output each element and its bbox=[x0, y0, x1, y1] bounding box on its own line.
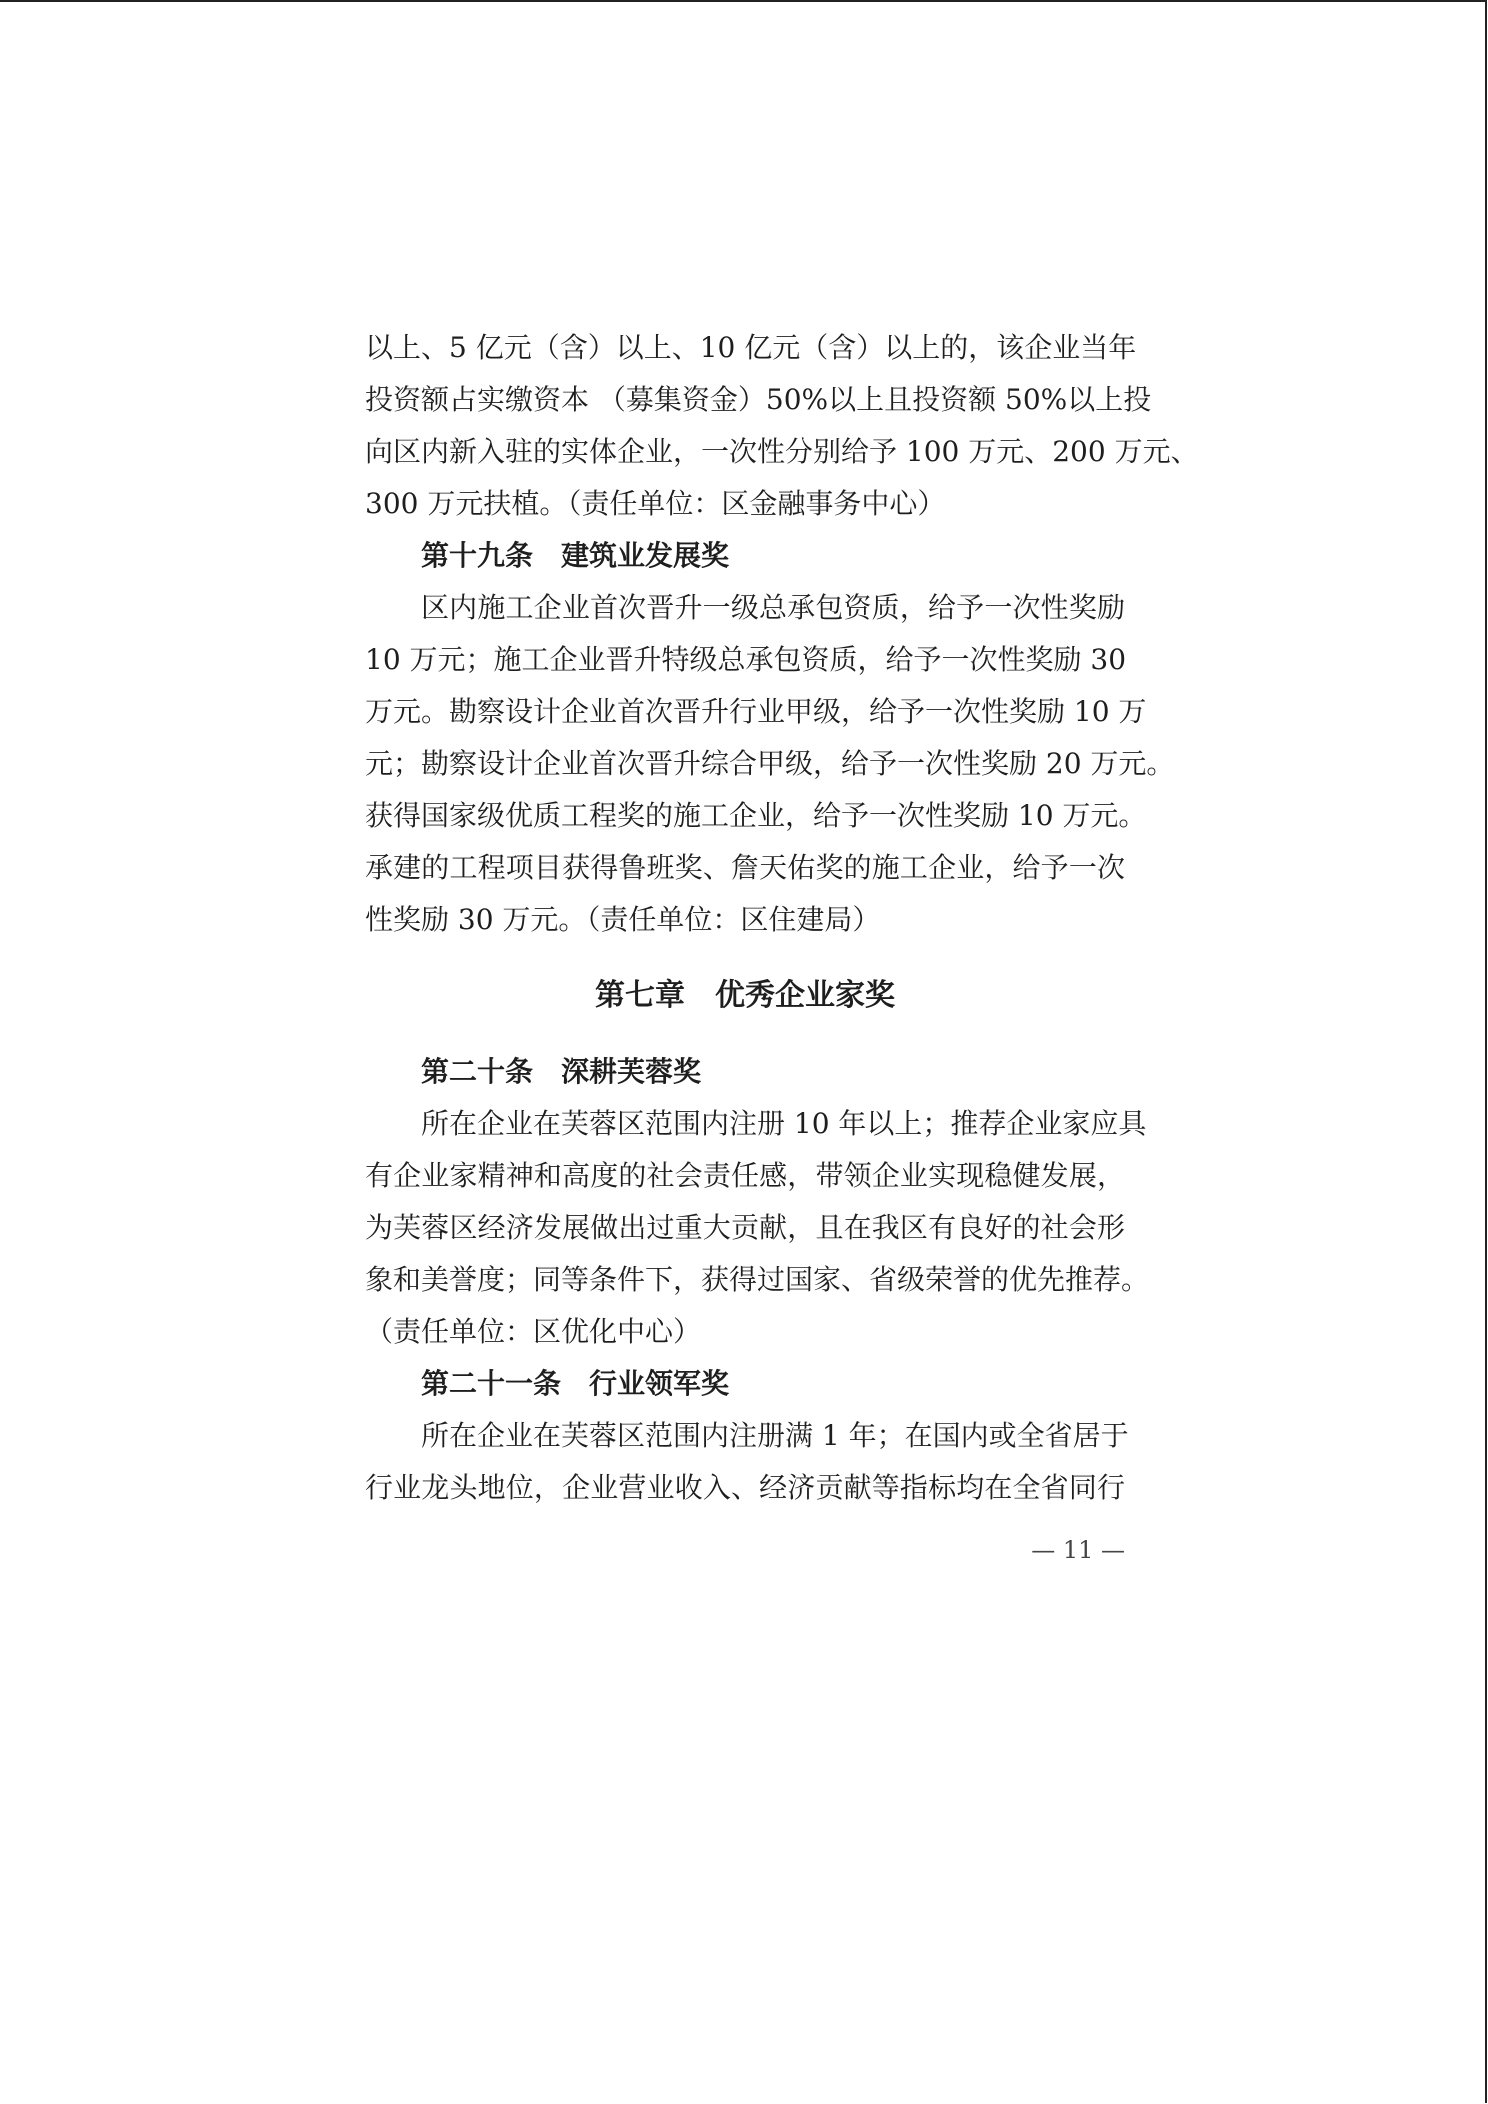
text-line: 获得国家级优质工程奖的施工企业，给予一次性奖励 10 万元。 bbox=[365, 799, 1147, 832]
text-line: 象和美誉度；同等条件下，获得过国家、省级荣誉的优先推荐。 bbox=[365, 1263, 1150, 1296]
text-line: 所在企业在芙蓉区范围内注册满 1 年；在国内或全省居于 bbox=[421, 1419, 1129, 1452]
chapter-7-heading: 第七章 优秀企业家奖 bbox=[595, 978, 895, 1013]
text-line: 向区内新入驻的实体企业，一次性分别给予 100 万元、200 万元、 bbox=[365, 435, 1199, 468]
text-line: 区内施工企业首次晋升一级总承包资质，给予一次性奖励 bbox=[421, 591, 1125, 624]
text-line: 以上、5 亿元（含）以上、10 亿元（含）以上的，该企业当年 bbox=[365, 331, 1137, 364]
text-line: 有企业家精神和高度的社会责任感，带领企业实现稳健发展， bbox=[365, 1159, 1125, 1192]
text-line: 万元。勘察设计企业首次晋升行业甲级，给予一次性奖励 10 万 bbox=[365, 695, 1147, 728]
document-body bbox=[365, 322, 1199, 1514]
text-line: 元；勘察设计企业首次晋升综合甲级，给予一次性奖励 20 万元。 bbox=[365, 747, 1175, 780]
text-line: 为芙蓉区经济发展做出过重大贡献，且在我区有良好的社会形 bbox=[365, 1211, 1125, 1244]
text-line: 投资额占实缴资本 （募集资金）50%以上且投资额 50%以上投 bbox=[365, 383, 1152, 416]
text-line: 所在企业在芙蓉区范围内注册 10 年以上；推荐企业家应具 bbox=[421, 1107, 1147, 1140]
article-21-heading: 第二十一条 行业领军奖 bbox=[421, 1367, 730, 1400]
text-line: 承建的工程项目获得鲁班奖、詹天佑奖的施工企业，给予一次 bbox=[365, 851, 1125, 884]
text-line: 性奖励 30 万元。（责任单位：区住建局） bbox=[365, 903, 881, 936]
text-line: 300 万元扶植。（责任单位：区金融事务中心） bbox=[365, 487, 946, 520]
text-line: （责任单位：区优化中心） bbox=[365, 1315, 702, 1348]
text-line: 10 万元；施工企业晋升特级总承包资质，给予一次性奖励 30 bbox=[365, 643, 1127, 676]
page-number: — 11 — bbox=[1031, 1536, 1125, 1564]
article-19-heading: 第十九条 建筑业发展奖 bbox=[421, 539, 730, 572]
article-20-heading: 第二十条 深耕芙蓉奖 bbox=[421, 1055, 702, 1088]
text-line: 行业龙头地位，企业营业收入、经济贡献等指标均在全省同行 bbox=[365, 1471, 1125, 1504]
